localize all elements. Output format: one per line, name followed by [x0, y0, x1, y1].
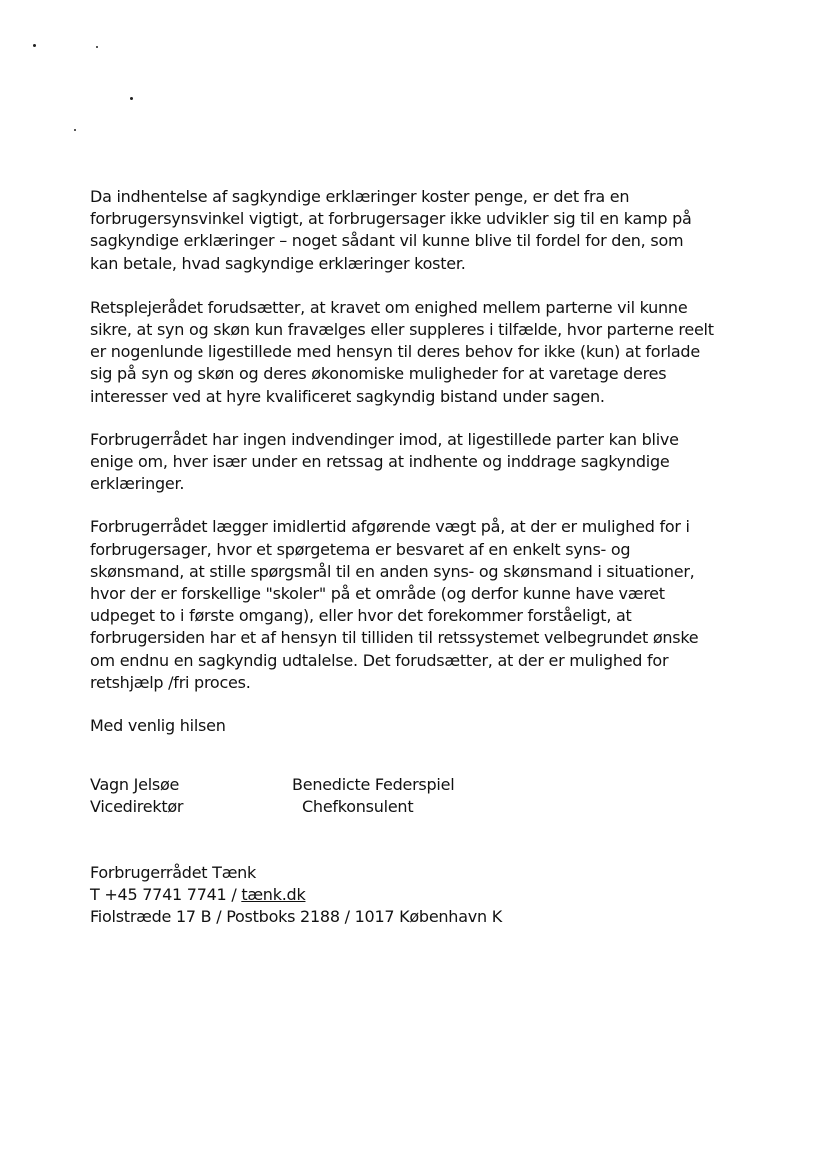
- signer-title: Vicedirektør: [90, 797, 184, 817]
- scan-speck: [33, 44, 36, 47]
- signer-title: Chefkonsulent: [302, 797, 414, 817]
- phone-text: T +45 7741 7741 /: [90, 885, 237, 905]
- signature-left: [90, 774, 183, 818]
- scan-speck: [130, 97, 133, 100]
- org-name: Forbrugerrådet Tænk: [90, 863, 257, 882]
- organization-footer: [90, 862, 502, 929]
- address-line: Fiolstræde 17 B / Postboks 2188 / 1017 København K: [90, 907, 502, 927]
- scan-speck: [74, 129, 76, 131]
- scan-speck: [96, 46, 98, 48]
- paragraph: Forbrugerrådet har ingen indvendinger imod, at ligestillede parter kan blive enige om, hver især under en retssag at indhente og inddrage sagkyndige erklæringer.: [90, 429, 679, 494]
- website-link[interactable]: tænk.dk: [241, 885, 306, 905]
- signer-name: Benedicte Federspiel: [292, 775, 455, 794]
- letter-body: [90, 186, 750, 737]
- contact-line: [90, 884, 502, 906]
- paragraph: Forbrugerrådet lægger imidlertid afgørende vægt på, at der er mulighed for i forbrugersager, hvor et spørgetema er besvaret af en enkelt syns- og skønsmand, at stille spørgsmål til en anden syns- og skønsmand i situationer, hvor der er forskellige "skoler" på et område (og derfor kunne have været udpeget to i første omgang), eller hvor det forekommer forståeligt, at forbrugersiden har et af hensyn til tilliden til retssystemet velbegrundet ønske om endnu en sagkyndig udtalelse. Det forudsætter, at der er mulighed for retshjælp /fri proces.: [90, 517, 699, 692]
- paragraph: Da indhentelse af sagkyndige erklæringer koster penge, er det fra en forbrugersynsvinkel vigtigt, at forbrugersager ikke udvikler sig til en kamp på sagkyndige erklæringer – noget sådant vil kunne blive til fordel for den, som kan betale, hvad sagkyndige erklæringer koster.: [90, 187, 692, 273]
- signer-name: Vagn Jelsøe: [90, 775, 180, 794]
- closing-salutation: Med venlig hilsen: [90, 716, 226, 736]
- signature-right: [292, 774, 454, 818]
- paragraph: Retsplejerådet forudsætter, at kravet om enighed mellem parterne vil kunne sikre, at syn og skøn kun fravælges eller suppleres i tilfælde, hvor parterne reelt er nogenlunde ligestillede med hensyn til deres behov for ikke (kun) at forlade sig på syn og skøn og deres økonomiske muligheder for at varetage deres interesser ved at hyre kvalificeret sagkyndig bistand under sagen.: [90, 297, 714, 406]
